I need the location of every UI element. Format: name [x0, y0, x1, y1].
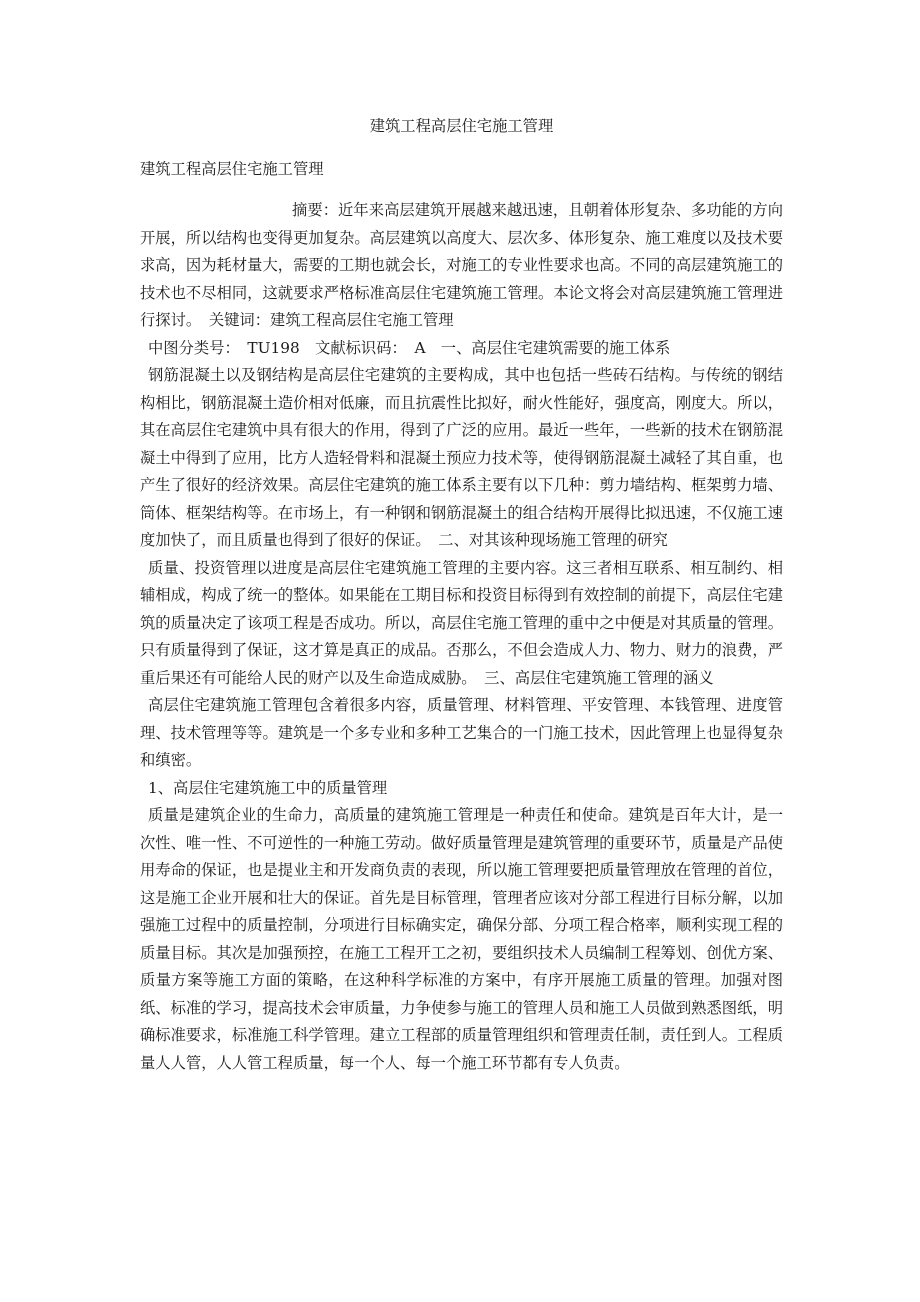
body-paragraph: 质量是建筑企业的生命力，高质量的建筑施工管理是一种责任和使命。建筑是百年大计，是一次性、唯一性、不可逆性的一种施工劳动。做好质量管理是建筑管理的重要环节，质量是产品使用寿命的保证，也是提业主和开发商负责的表现，所以施工管理要把质量管理放在管理的首位，这是施工企业开展和壮大的保证。首先是目标管理，管理者应该对分部工程进行目标分解，以加强施工过程中的质量控制，分项进行目标确实定，确保分部、分项工程合格率，顺利实现工程的质量目标。其次是加强预控，在施工工程开工之初，要组织技术人员编制工程筹划、创优方案、质量方案等施工方面的策略，在这种科学标准的方案中，有序开展施工质量的管理。加强对图纸、标准的学习，提高技术会审质量，力争使参与施工的管理人员和施工人员做到熟悉图纸，明确标准要求，标准施工科学管理。建立工程部的质量管理组织和管理责任制，责任到人。工程质量人人管，人人管工程质量，每一个人、每一个施工环节都有专人负责。 [140, 806, 783, 1072]
classification-line: 中图分类号： TU198 文献标识码： A 一、高层住宅建筑需要的施工体系 [148, 338, 671, 357]
document-title: 建筑工程高层住宅施工管理 [369, 117, 554, 135]
section-heading: 1、高层住宅建筑施工中的质量管理 [148, 778, 388, 797]
document-page [140, 113, 783, 1077]
abstract-paragraph: 摘要：近年来高层建筑开展越来越迅速，且朝着体形复杂、多功能的方向开展，所以结构也变得更加复杂。高层建筑以高度大、层次多、体形复杂、施工难度以及技术要求高，因为耗材量大，需要的工期也就会长，对施工的专业性要求也高。不同的高层建筑施工的技术也不尽相同，这就要求严格标准高层住宅建筑施工管理。本论文将会对高层建筑施工管理进行探讨。 关键词：建筑工程高层住宅施工管理 [140, 201, 783, 329]
body-paragraph: 高层住宅建筑施工管理包含着很多内容，质量管理、材料管理、平安管理、本钱管理、进度管理、技术管理等等。建筑是一个多专业和多种工艺集合的一门施工技术，因此管理上也显得复杂和缜密。 [140, 696, 783, 769]
document-subtitle: 建筑工程高层住宅施工管理 [140, 159, 324, 178]
body-paragraph: 钢筋混凝土以及钢结构是高层住宅建筑的主要构成，其中也包括一些砖石结构。与传统的钢结构相比，钢筋混凝土造价相对低廉，而且抗震性比拟好，耐火性能好，强度高，刚度大。所以，其在高层住宅建筑中具有很大的作用，得到了广泛的应用。最近一些年，一些新的技术在钢筋混凝土中得到了应用，比方人造轻骨料和混凝土预应力技术等，使得钢筋混凝土减轻了其自重，也产生了很好的经济效果。高层住宅建筑的施工体系主要有以下几种：剪力墙结构、框架剪力墙、筒体、框架结构等。在市场上，有一种钢和钢筋混凝土的组合结构开展得比拟迅速，不仅施工速度加快了，而且质量也得到了很好的保证。 二、对其该种现场施工管理的研究 [140, 366, 783, 549]
body-paragraph: 质量、投资管理以进度是高层住宅建筑施工管理的主要内容。这三者相互联系、相互制约、相辅相成，构成了统一的整体。如果能在工期目标和投资目标得到有效控制的前提下，高层住宅建筑的质量决定了该项工程是否成功。所以，高层住宅施工管理的重中之中便是对其质量的管理。只有质量得到了保证，这才算是真正的成品。否那么，不但会造成人力、物力、财力的浪费，严重后果还有可能给人民的财产以及生命造成威胁。 三、高层住宅建筑施工管理的涵义 [140, 558, 783, 687]
